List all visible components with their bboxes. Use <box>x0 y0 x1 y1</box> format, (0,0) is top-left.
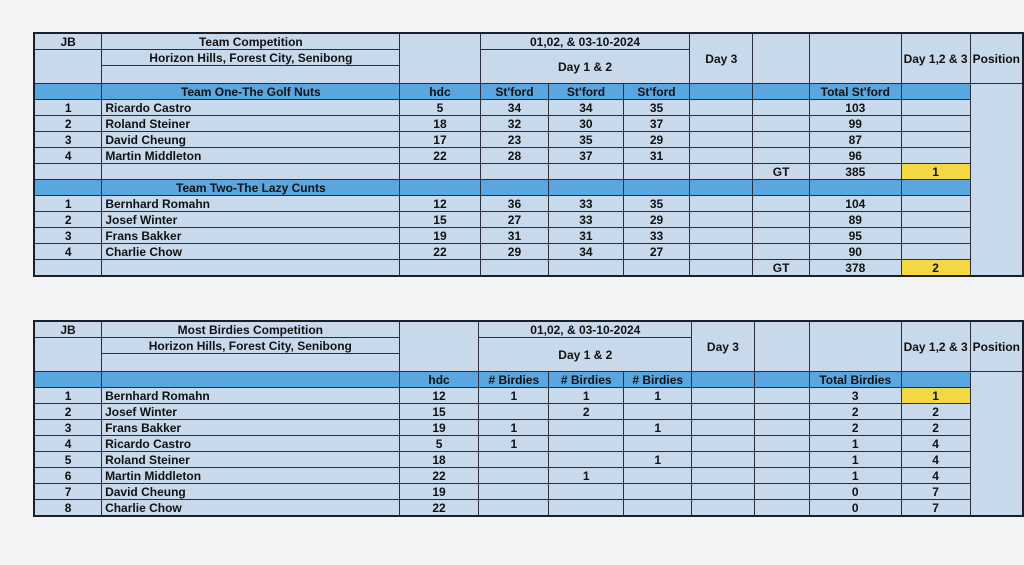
total-birdies-header: Total Birdies <box>809 372 901 388</box>
player-day1-stford: 32 <box>480 116 549 132</box>
player-position: 4 <box>901 468 970 484</box>
table-row <box>34 468 1023 484</box>
player-name: Bernhard Romahn <box>102 196 400 212</box>
player-number: 3 <box>34 420 102 436</box>
player-day2-stford: 34 <box>549 244 623 260</box>
player-name: Charlie Chow <box>102 500 400 517</box>
birdies-header-day3: # Birdies <box>624 372 692 388</box>
player-hdc: 19 <box>400 228 480 244</box>
player-day3-stford: 31 <box>623 148 690 164</box>
player-name: David Cheung <box>102 484 400 500</box>
player-day1-birdies: 1 <box>479 388 549 404</box>
stford-header-day1: St'ford <box>480 84 549 100</box>
table-row <box>34 484 1023 500</box>
player-day2-birdies <box>549 436 624 452</box>
player-hdc: 12 <box>399 388 479 404</box>
player-hdc: 19 <box>399 484 479 500</box>
player-name: Bernhard Romahn <box>102 388 400 404</box>
player-total-birdies: 1 <box>809 452 901 468</box>
team-grand-total: 385 <box>810 164 901 180</box>
team-grand-total: 378 <box>810 260 901 277</box>
player-name: Frans Bakker <box>102 228 400 244</box>
player-number: 2 <box>34 212 102 228</box>
player-day2-birdies <box>549 452 624 468</box>
player-day1-birdies: 1 <box>479 420 549 436</box>
player-name: Ricardo Castro <box>102 100 400 116</box>
player-number: 5 <box>34 452 102 468</box>
player-day2-birdies <box>549 484 624 500</box>
player-number: 3 <box>34 132 102 148</box>
player-number: 4 <box>34 244 102 260</box>
player-day2-stford: 34 <box>549 100 623 116</box>
player-number: 1 <box>34 388 102 404</box>
player-name: Roland Steiner <box>102 116 400 132</box>
player-day2-birdies: 1 <box>549 468 624 484</box>
player-day1-birdies <box>479 452 549 468</box>
player-hdc: 22 <box>400 244 480 260</box>
dates-label: 01,02, & 03-10-2024 <box>480 33 690 50</box>
player-day3-stford: 27 <box>623 244 690 260</box>
player-day1-stford: 23 <box>480 132 549 148</box>
player-hdc: 18 <box>399 452 479 468</box>
day12-label: Day 1 & 2 <box>479 338 692 372</box>
venue-label: Horizon Hills, Forest City, Senibong <box>102 338 400 354</box>
player-day1-birdies <box>479 500 549 517</box>
team-name: Team Two-The Lazy Cunts <box>102 180 400 196</box>
player-name: Frans Bakker <box>102 420 400 436</box>
player-day3-stford: 29 <box>623 132 690 148</box>
player-total-birdies: 2 <box>809 420 901 436</box>
player-day2-stford: 33 <box>549 196 623 212</box>
dates-label: 01,02, & 03-10-2024 <box>479 321 692 338</box>
player-hdc: 5 <box>400 100 480 116</box>
player-day2-stford: 31 <box>549 228 623 244</box>
player-number: 2 <box>34 116 102 132</box>
team-name: Team One-The Golf Nuts <box>102 84 400 100</box>
player-position: 4 <box>901 436 970 452</box>
day123-label: Day 1,2 & 3 <box>901 321 970 372</box>
player-hdc: 18 <box>400 116 480 132</box>
player-total-birdies: 2 <box>809 404 901 420</box>
player-position: 2 <box>901 404 970 420</box>
table-row <box>34 100 1023 116</box>
player-day2-stford: 33 <box>549 212 623 228</box>
player-name: Josef Winter <box>102 404 400 420</box>
table-row <box>34 212 1023 228</box>
player-day3-stford: 29 <box>623 212 690 228</box>
player-hdc: 15 <box>400 212 480 228</box>
player-total-stford: 89 <box>810 212 901 228</box>
hdc-header: hdc <box>399 372 479 388</box>
position-label: Position <box>970 321 1023 372</box>
gt-label: GT <box>753 260 810 277</box>
player-name: Charlie Chow <box>102 244 400 260</box>
player-day2-stford: 30 <box>549 116 623 132</box>
birdies-competition-table <box>33 320 1024 517</box>
player-day3-birdies <box>624 484 692 500</box>
player-total-stford: 87 <box>810 132 901 148</box>
player-day3-birdies <box>624 468 692 484</box>
table-row <box>34 404 1023 420</box>
jb-label: JB <box>34 33 102 50</box>
player-total-stford: 103 <box>810 100 901 116</box>
player-day1-birdies: 1 <box>479 436 549 452</box>
table-row <box>34 420 1023 436</box>
player-name: Ricardo Castro <box>102 436 400 452</box>
player-total-birdies: 1 <box>809 468 901 484</box>
player-day1-stford: 36 <box>480 196 549 212</box>
player-number: 6 <box>34 468 102 484</box>
team-position: 1 <box>901 164 970 180</box>
player-number: 1 <box>34 196 102 212</box>
player-hdc: 22 <box>400 148 480 164</box>
player-day1-stford: 27 <box>480 212 549 228</box>
table-row <box>34 452 1023 468</box>
team-position: 2 <box>901 260 970 277</box>
day3-label: Day 3 <box>692 321 755 372</box>
birdies-competition-sheet <box>33 320 1024 517</box>
stford-header-day3: St'ford <box>623 84 690 100</box>
player-day3-stford: 33 <box>623 228 690 244</box>
birdies-header-day1: # Birdies <box>479 372 549 388</box>
player-total-birdies: 0 <box>809 484 901 500</box>
player-number: 7 <box>34 484 102 500</box>
jb-label: JB <box>34 321 102 338</box>
player-day2-birdies <box>549 420 624 436</box>
day123-label: Day 1,2 & 3 <box>901 33 970 84</box>
table-row <box>34 228 1023 244</box>
position-label: Position <box>970 33 1023 84</box>
player-day3-birdies <box>624 404 692 420</box>
team-competition-sheet <box>33 32 1024 277</box>
player-position: 7 <box>901 500 970 517</box>
player-name: David Cheung <box>102 132 400 148</box>
player-day1-stford: 31 <box>480 228 549 244</box>
player-day3-stford: 37 <box>623 116 690 132</box>
venue-label: Horizon Hills, Forest City, Senibong <box>102 50 400 66</box>
player-name: Roland Steiner <box>102 452 400 468</box>
player-hdc: 5 <box>399 436 479 452</box>
table-row <box>34 500 1023 517</box>
player-total-stford: 96 <box>810 148 901 164</box>
player-name: Josef Winter <box>102 212 400 228</box>
player-position: 4 <box>901 452 970 468</box>
hdc-header: hdc <box>400 84 480 100</box>
player-total-stford: 104 <box>810 196 901 212</box>
table-row <box>34 388 1023 404</box>
player-day2-birdies <box>549 500 624 517</box>
player-day1-stford: 28 <box>480 148 549 164</box>
player-day1-birdies <box>479 484 549 500</box>
player-day1-birdies <box>479 468 549 484</box>
player-day3-birdies <box>624 436 692 452</box>
player-day3-birdies <box>624 500 692 517</box>
competition-title: Most Birdies Competition <box>102 321 400 338</box>
birdies-header-day2: # Birdies <box>549 372 624 388</box>
player-day1-stford: 34 <box>480 100 549 116</box>
table-row <box>34 116 1023 132</box>
team-total-row <box>34 164 1023 180</box>
player-day3-birdies: 1 <box>624 452 692 468</box>
player-day2-stford: 37 <box>549 148 623 164</box>
player-day3-stford: 35 <box>623 196 690 212</box>
day12-label: Day 1 & 2 <box>480 50 690 84</box>
player-day3-stford: 35 <box>623 100 690 116</box>
table-row <box>34 132 1023 148</box>
player-total-stford: 99 <box>810 116 901 132</box>
player-hdc: 15 <box>399 404 479 420</box>
player-position: 1 <box>901 388 970 404</box>
player-name: Martin Middleton <box>102 148 400 164</box>
player-number: 4 <box>34 148 102 164</box>
player-day1-birdies <box>479 404 549 420</box>
team-header-row <box>34 84 1023 100</box>
player-position: 2 <box>901 420 970 436</box>
player-name: Martin Middleton <box>102 468 400 484</box>
player-number: 1 <box>34 100 102 116</box>
player-hdc: 22 <box>399 468 479 484</box>
player-day2-birdies: 2 <box>549 404 624 420</box>
player-day2-stford: 35 <box>549 132 623 148</box>
player-total-birdies: 3 <box>809 388 901 404</box>
competition-title: Team Competition <box>102 33 400 50</box>
player-hdc: 17 <box>400 132 480 148</box>
gt-label: GT <box>753 164 810 180</box>
player-day2-birdies: 1 <box>549 388 624 404</box>
stford-header-day2: St'ford <box>549 84 623 100</box>
player-position: 7 <box>901 484 970 500</box>
player-total-stford: 90 <box>810 244 901 260</box>
player-day3-birdies: 1 <box>624 388 692 404</box>
table-row <box>34 436 1023 452</box>
player-day3-birdies: 1 <box>624 420 692 436</box>
total-stford-header: Total St'ford <box>810 84 901 100</box>
player-number: 4 <box>34 436 102 452</box>
team-competition-table <box>33 32 1024 277</box>
player-day1-stford: 29 <box>480 244 549 260</box>
player-number: 3 <box>34 228 102 244</box>
player-total-stford: 95 <box>810 228 901 244</box>
player-hdc: 12 <box>400 196 480 212</box>
player-hdc: 22 <box>399 500 479 517</box>
player-hdc: 19 <box>399 420 479 436</box>
table-row <box>34 148 1023 164</box>
table-row <box>34 244 1023 260</box>
player-number: 8 <box>34 500 102 517</box>
player-number: 2 <box>34 404 102 420</box>
table-row <box>34 196 1023 212</box>
team-total-row <box>34 260 1023 277</box>
player-total-birdies: 0 <box>809 500 901 517</box>
day3-label: Day 3 <box>690 33 753 84</box>
team-header-row <box>34 180 1023 196</box>
player-total-birdies: 1 <box>809 436 901 452</box>
